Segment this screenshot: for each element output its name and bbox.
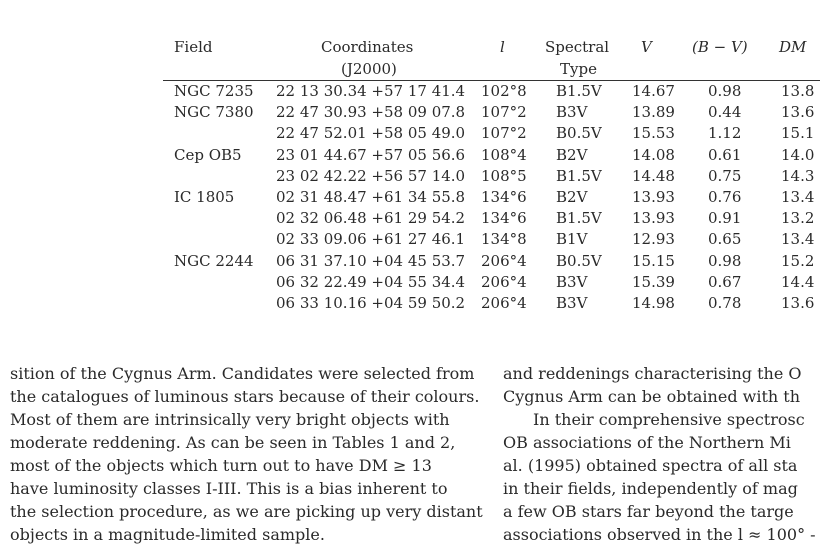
cell-v-magnitude: 14.08 (632, 145, 675, 164)
cell-v-magnitude: 14.98 (632, 294, 675, 312)
header-galactic-longitude: l (500, 38, 505, 56)
cell-spectral-type: B3V (556, 294, 588, 312)
header-color-index: (B − V) (692, 38, 748, 56)
header-coordinates-epoch: (J2000) (341, 60, 397, 78)
cell-galactic-longitude: 134°6 (481, 209, 527, 228)
cell-v-magnitude: 14.67 (632, 82, 675, 100)
cell-coordinates: 22 13 30.34 +57 17 41.4 (276, 82, 466, 100)
cell-color-index: 0.44 (708, 103, 742, 122)
cell-spectral-type: B1.5V (556, 82, 602, 100)
header-spectral: Spectral (545, 38, 610, 56)
cell-galactic-longitude: 206°4 (481, 294, 527, 312)
text-line: OB associations of the Northern Mi (503, 433, 791, 452)
cell-field: NGC 7235 (174, 82, 254, 100)
cell-distance-modulus: 14.3 (781, 166, 815, 185)
cell-coordinates: 22 47 30.93 +58 09 07.8 (276, 103, 466, 122)
cell-field: Cep OB5 (174, 145, 242, 164)
cell-coordinates: 23 01 44.67 +57 05 56.6 (276, 145, 466, 164)
header-coordinates: Coordinates (321, 38, 414, 56)
cell-spectral-type: B0.5V (556, 251, 602, 270)
text-line: sition of the Cygnus Arm. Candidates were selected from (10, 364, 475, 383)
cell-v-magnitude: 13.93 (632, 209, 675, 228)
text-line: al. (1995) obtained spectra of all sta (503, 456, 798, 475)
text-line: moderate reddening. As can be seen in Tables 1 and 2, (10, 433, 456, 452)
cell-spectral-type: B1.5V (556, 166, 602, 185)
cell-spectral-type: B2V (556, 188, 588, 206)
cell-distance-modulus: 13.6 (781, 294, 815, 312)
text-line: in their fields, independently of mag (503, 479, 798, 498)
cell-galactic-longitude: 134°8 (481, 230, 527, 249)
right-paragraph (503, 362, 820, 546)
cell-distance-modulus: 15.1 (781, 124, 815, 143)
cell-coordinates: 02 31 48.47 +61 34 55.8 (276, 188, 466, 206)
cell-color-index: 0.78 (708, 294, 742, 312)
cell-coordinates: 06 31 37.10 +04 45 53.7 (276, 251, 466, 270)
cell-spectral-type: B1.5V (556, 209, 602, 228)
cell-galactic-longitude: 102°8 (481, 82, 527, 100)
cell-field: NGC 7380 (174, 103, 254, 122)
text-line: Cygnus Arm can be obtained with th (503, 387, 801, 406)
text-line: associations observed in the l ≈ 100° - (503, 525, 816, 544)
cell-galactic-longitude: 134°6 (481, 188, 527, 206)
cell-color-index: 1.12 (708, 124, 742, 143)
cell-v-magnitude: 15.39 (632, 272, 675, 291)
cell-distance-modulus: 13.2 (781, 209, 815, 228)
cell-galactic-longitude: 107°2 (481, 124, 527, 143)
cell-spectral-type: B3V (556, 272, 588, 291)
cell-v-magnitude: 15.15 (632, 251, 675, 270)
cell-v-magnitude: 13.89 (632, 103, 675, 122)
cell-distance-modulus: 15.2 (781, 251, 815, 270)
cell-distance-modulus: 13.4 (781, 230, 815, 249)
text-line: and reddenings characterising the O (503, 364, 802, 383)
cell-field: IC 1805 (174, 188, 235, 206)
cell-distance-modulus: 13.6 (781, 103, 815, 122)
cell-coordinates: 02 32 06.48 +61 29 54.2 (276, 209, 466, 228)
header-v-magnitude: V (641, 38, 652, 56)
cell-coordinates: 06 32 22.49 +04 55 34.4 (276, 272, 466, 291)
cell-v-magnitude: 12.93 (632, 230, 675, 249)
cell-distance-modulus: 13.8 (781, 82, 815, 100)
header-field: Field (174, 38, 213, 56)
cell-color-index: 0.75 (708, 166, 742, 185)
cell-galactic-longitude: 108°5 (481, 166, 527, 185)
cell-galactic-longitude: 206°4 (481, 251, 527, 270)
cell-v-magnitude: 14.48 (632, 166, 675, 185)
cell-color-index: 0.65 (708, 230, 742, 249)
cell-v-magnitude: 15.53 (632, 124, 675, 143)
cell-field: NGC 2244 (174, 251, 254, 270)
text-line: the selection procedure, as we are picking up very distant (10, 502, 483, 521)
cell-distance-modulus: 13.4 (781, 188, 815, 206)
cell-color-index: 0.76 (708, 188, 742, 206)
cell-coordinates: 02 33 09.06 +61 27 46.1 (276, 230, 466, 249)
cell-galactic-longitude: 206°4 (481, 272, 527, 291)
cell-spectral-type: B0.5V (556, 124, 602, 143)
text-line: most of the objects which turn out to have DM ≥ 13 (10, 456, 432, 475)
cell-coordinates: 06 33 10.16 +04 59 50.2 (276, 294, 466, 312)
cell-distance-modulus: 14.4 (781, 272, 815, 291)
text-line: Most of them are intrinsically very bright objects with (10, 410, 450, 429)
header-rule (163, 80, 820, 81)
cell-distance-modulus: 14.0 (781, 145, 815, 164)
cell-spectral-type: B2V (556, 145, 588, 164)
cell-coordinates: 23 02 42.22 +56 57 14.0 (276, 166, 466, 185)
cell-galactic-longitude: 107°2 (481, 103, 527, 122)
text-line: a few OB stars far beyond the targe (503, 502, 794, 521)
cell-galactic-longitude: 108°4 (481, 145, 527, 164)
cell-spectral-type: B1V (556, 230, 588, 249)
cell-color-index: 0.98 (708, 251, 742, 270)
cell-coordinates: 22 47 52.01 +58 05 49.0 (276, 124, 466, 143)
text-line: the catalogues of luminous stars because of their colours. (10, 387, 480, 406)
cell-color-index: 0.61 (708, 145, 742, 164)
cell-color-index: 0.98 (708, 82, 742, 100)
text-line: objects in a magnitude-limited sample. (10, 525, 325, 544)
header-distance-modulus: DM (779, 38, 807, 56)
text-line: have luminosity classes I-III. This is a bias inherent to (10, 479, 448, 498)
cell-color-index: 0.67 (708, 272, 742, 291)
cell-spectral-type: B3V (556, 103, 588, 122)
cell-color-index: 0.91 (708, 209, 742, 228)
left-paragraph (10, 362, 492, 546)
text-line: In their comprehensive spectrosc (533, 410, 805, 429)
cell-v-magnitude: 13.93 (632, 188, 675, 206)
header-spectral-type: Type (560, 60, 597, 78)
